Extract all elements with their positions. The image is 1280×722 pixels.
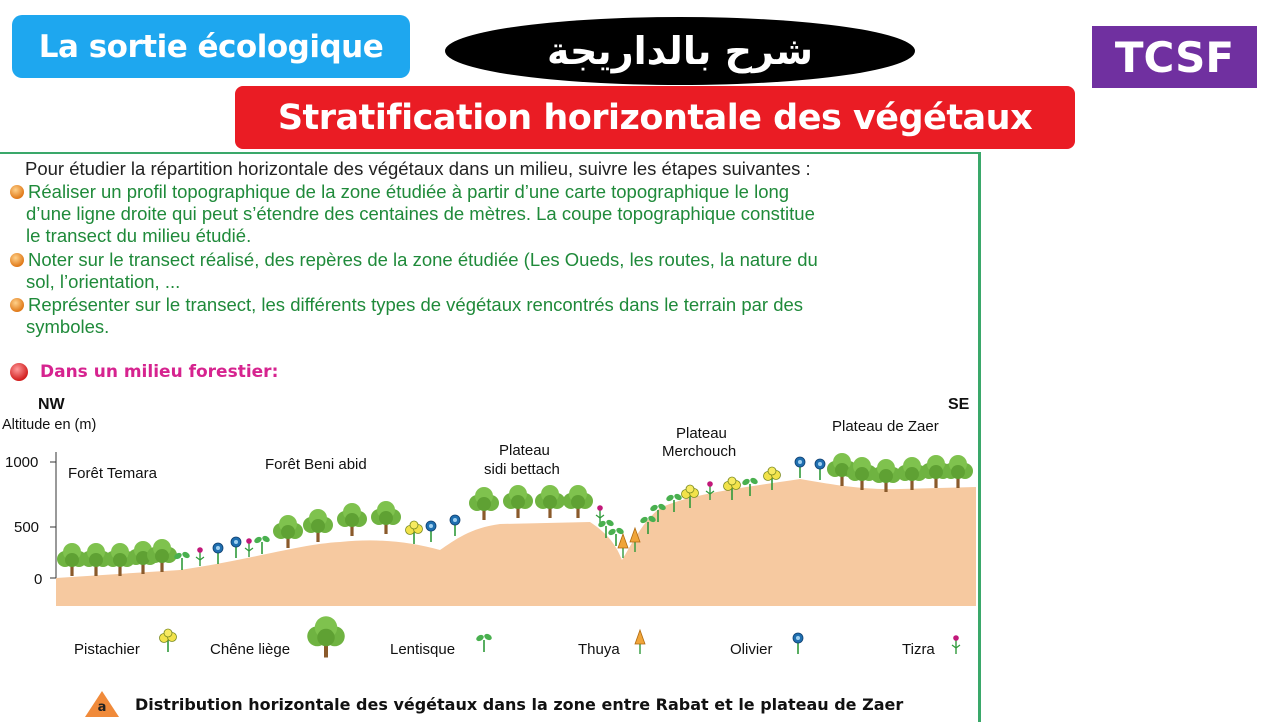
tree-symbol — [337, 503, 367, 536]
y-tick-1000: 1000 — [5, 454, 39, 471]
tizra-symbol — [245, 538, 253, 557]
lesson-title: Stratification horizontale des végétaux — [235, 86, 1075, 149]
direction-se: SE — [948, 396, 970, 413]
section-title — [10, 360, 278, 384]
tree-symbol — [469, 487, 499, 520]
level-tag: TCSF — [1092, 26, 1257, 88]
figure-caption — [85, 688, 903, 720]
tree-symbol — [147, 539, 177, 572]
y-tick-0: 0 — [34, 571, 43, 588]
olivier-symbol — [213, 543, 223, 564]
step-2 — [7, 249, 982, 293]
caption-letter-badge — [85, 691, 119, 717]
lentisque-symbol — [253, 535, 271, 554]
olivier-icon — [793, 633, 803, 654]
legend-label-thuya: Thuya — [578, 641, 620, 658]
tree-symbol — [535, 485, 565, 518]
tree-symbol — [871, 459, 901, 492]
pistachier-symbol — [406, 521, 423, 544]
step-3-line-2: symboles. — [26, 316, 110, 337]
tree-symbol — [563, 485, 593, 518]
step-1 — [7, 181, 982, 247]
step-1-line-3: le transect du milieu étudié. — [26, 225, 252, 246]
olivier-symbol — [231, 537, 241, 558]
intro-text: Pour étudier la répartition horizontale des végétaux dans un milieu, suivre les étapes suivantes : — [25, 158, 811, 179]
pistachier-icon — [160, 629, 177, 652]
olivier-symbol — [450, 515, 460, 536]
tree-symbol — [503, 485, 533, 518]
direction-nw: NW — [38, 396, 65, 413]
chene-liege-icon — [307, 616, 345, 657]
step-2-line-1: Noter sur le transect réalisé, des repères de la zone étudiée (Les Oueds, les routes, la nature du — [28, 249, 818, 270]
y-tick-500: 500 — [14, 519, 40, 536]
legend-label-pistachier: Pistachier — [74, 641, 140, 658]
legend-label-olivier: Olivier — [730, 641, 773, 658]
label-sidi-bettach-1: Plateau — [499, 442, 550, 459]
tizra-symbol — [196, 547, 204, 566]
section-bullet-icon — [10, 363, 28, 381]
olivier-symbol — [426, 521, 436, 542]
label-sidi-bettach-2: sidi bettach — [484, 461, 560, 478]
tree-symbol — [371, 501, 401, 534]
label-plateau-zaer: Plateau de Zaer — [832, 418, 939, 435]
bullet-icon — [10, 298, 24, 312]
step-1-line-2: d’une ligne droite qui peut s’étendre des centaines de mètres. La coupe topographique constitue — [26, 203, 815, 224]
olivier-symbol — [815, 459, 825, 480]
legend-label-tizra: Tizra — [902, 641, 935, 658]
label-merchouch-2: Merchouch — [662, 443, 737, 460]
course-tag: La sortie écologique — [12, 15, 410, 78]
caption-text: Distribution horizontale des végétaux dans la zone entre Rabat et le plateau de Zaer — [135, 694, 904, 714]
label-foret-temara: Forêt Temara — [68, 465, 157, 482]
step-1-line-1: Réaliser un profil topographique de la zone étudiée à partir d’une carte topographique le long — [28, 181, 790, 202]
transect-diagram — [0, 392, 978, 688]
axis-title: Altitude en (m) — [2, 417, 97, 433]
tree-symbol — [303, 509, 333, 542]
lentisque-icon — [475, 633, 493, 652]
tree-symbol — [943, 455, 973, 488]
tizra-icon — [952, 635, 960, 654]
tree-symbol — [273, 515, 303, 548]
caption-letter: a — [97, 700, 107, 715]
legend-label-lentisque: Lentisque — [390, 641, 456, 658]
label-merchouch-1: Plateau — [676, 425, 727, 442]
label-foret-beni-abid: Forêt Beni abid — [265, 456, 367, 473]
section-title-text: Dans un milieu forestier: — [40, 362, 279, 382]
legend-label-chene-liege: Chêne liège — [210, 641, 291, 658]
thuya-icon — [635, 630, 645, 654]
step-3 — [7, 294, 982, 338]
bullet-icon — [10, 253, 24, 267]
legend — [74, 616, 960, 658]
step-3-line-1: Représenter sur le transect, les différents types de végétaux rencontrés dans le terrain par des — [28, 294, 804, 315]
bullet-icon — [10, 185, 24, 199]
step-2-line-2: sol, l’orientation, ... — [26, 271, 181, 292]
darija-tag: شرح بالداريجة — [445, 17, 915, 85]
olivier-symbol — [795, 457, 805, 478]
